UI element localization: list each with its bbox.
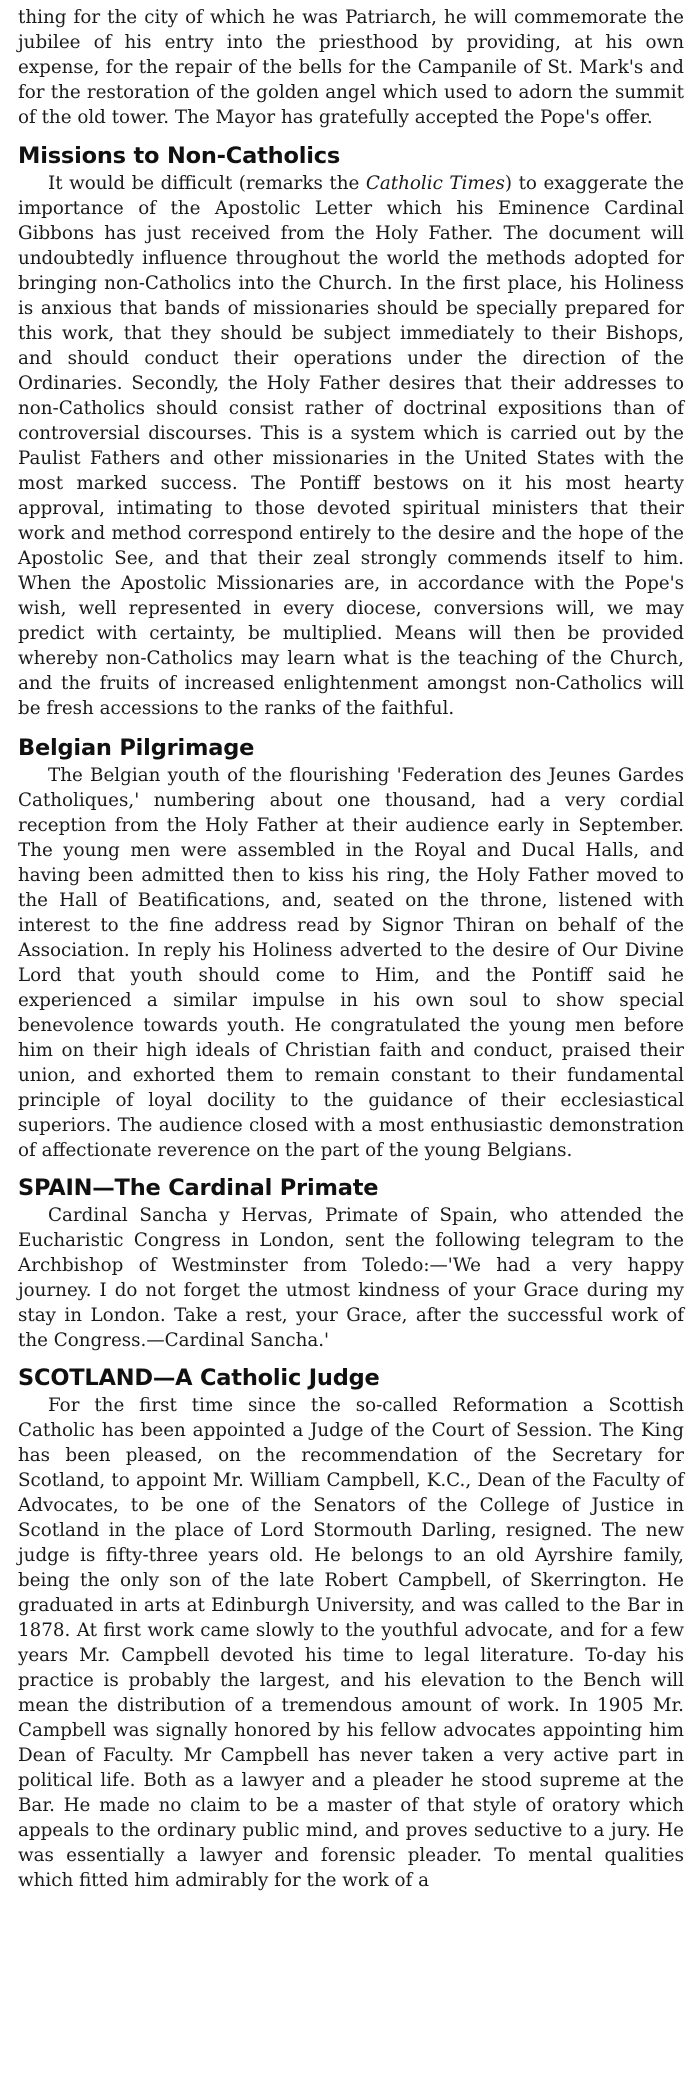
section-body-spain: Cardinal Sancha y Hervas, Primate of Spain, who attended the Eucharistic Congress in London, sent the following telegram to the Archbishop of Westminster from Toledo:—'We had a very happy journey. I do not forget the utmost kindness of your Grace during my stay in London. Take a rest, your Grace, after the successful work of the Congress.—Cardinal Sancha.': [18, 1205, 684, 1351]
section-missions: [18, 141, 684, 721]
section-heading-spain: SPAIN—The Cardinal Primate: [18, 1175, 379, 1201]
missions-text-before-source: It would be difficult (remarks the: [48, 173, 366, 194]
missions-source-title: Catholic Times: [365, 173, 505, 194]
section-scotland: [18, 1363, 684, 1893]
section-heading-missions: Missions to Non-Catholics: [18, 143, 341, 169]
section-spain: [18, 1173, 684, 1353]
missions-text-after-source: ) to exaggerate the importance of the Apostolic Letter which his Eminence Cardinal Gibbons has just received from the Holy Father. The document will undoubtedly influence throughout the world the methods adopted for bringing non-Catholics into the Church. In the first place, his Holiness is anxious that bands of missionaries should be specially prepared for this work, that they should be subject immediately to their Bishops, and should conduct their operations under the direction of the Ordinaries. Secondly, the Holy Father desires that their addresses to non-Catholics should consist rather of doctrinal expositions than of controversial discourses. This is a system which is carried out by the Paulist Fathers and other missionaries in the United States with the most marked success. The Pontiff bestows on it his most hearty approval, intimating to those devoted spiritual ministers that their work and method correspond entirely to the desire and the hope of the Apostolic See, and that their zeal strongly commends itself to him. When the Apostolic Missionaries are, in accordance with the Pope's wish, well represented in every diocese, conversions will, we may predict with certainty, be multiplied. Means will then be provided whereby non-Catholics may learn what is the teaching of the Church, and the fruits of increased enlightenment amongst non-Catholics will be fresh accessions to the ranks of the faithful.: [18, 173, 684, 719]
section-heading-scotland: SCOTLAND—A Catholic Judge: [18, 1365, 380, 1391]
section-belgian: [18, 733, 684, 1163]
section-body-scotland: For the first time since the so-called Reformation a Scottish Catholic has been appointed a Judge of the Court of Session. The King has been pleased, on the recommendation of the Secretary for Scotland, to appoint Mr. William Campbell, K.C., Dean of the Faculty of Advocates, to be one of the Senators of the College of Justice in Scotland in the place of Lord Stormouth Darling, resigned. The new judge is fifty-three years old. He belongs to an old Ayrshire family, being the only son of the late Robert Campbell, of Skerrington. He graduated in arts at Edinburgh University, and was called to the Bar in 1878. At first work came slowly to the youthful advocate, and for a few years Mr. Campbell devoted his time to legal literature. To-day his practice is probably the largest, and his elevation to the Bench will mean the distribution of a tremendous amount of work. In 1905 Mr. Campbell was signally honored by his fellow advocates appointing him Dean of Faculty. Mr Campbell has never taken a very active part in political life. Both as a lawyer and a pleader he stood supreme at the Bar. He made no claim to be a master of that style of oratory which appeals to the ordinary public mind, and proves seductive to a jury. He was essentially a lawyer and forensic pleader. To mental qualities which fitted him admirably for the work of a: [18, 1395, 684, 1891]
intro-paragraph: thing for the city of which he was Patriarch, he will commemorate the jubilee of his entry into the priesthood by providing, at his own expense, for the repair of the bells for the Campanile of St. Mark's and for the restoration of the golden angel which used to adorn the summit of the old tower. The Mayor has gratefully accepted the Pope's offer.: [18, 7, 684, 128]
section-body-missions: [18, 171, 684, 721]
section-body-belgian: The Belgian youth of the flourishing 'Federation des Jeunes Gardes Catholiques,' numbering about one thousand, had a very cordial reception from the Holy Father at their audience early in September. The young men were assembled in the Royal and Ducal Halls, and having been admitted then to kiss his ring, the Holy Father moved to the Hall of Beatifications, and, seated on the throne, listened with interest to the fine address read by Signor Thiran on behalf of the Association. In reply his Holiness adverted to the desire of Our Divine Lord that youth should come to Him, and the Pontiff said he experienced a similar impulse in his own soul to show special benevolence towards youth. He congratulated the young men before him on their high ideals of Christian faith and conduct, praised their union, and exhorted them to remain constant to their fundamental principle of loyal docility to the guidance of their ecclesiastical superiors. The audience closed with a most enthusiastic demonstration of affectionate reverence on the part of the young Belgians.: [18, 765, 684, 1161]
section-heading-belgian: Belgian Pilgrimage: [18, 735, 255, 761]
